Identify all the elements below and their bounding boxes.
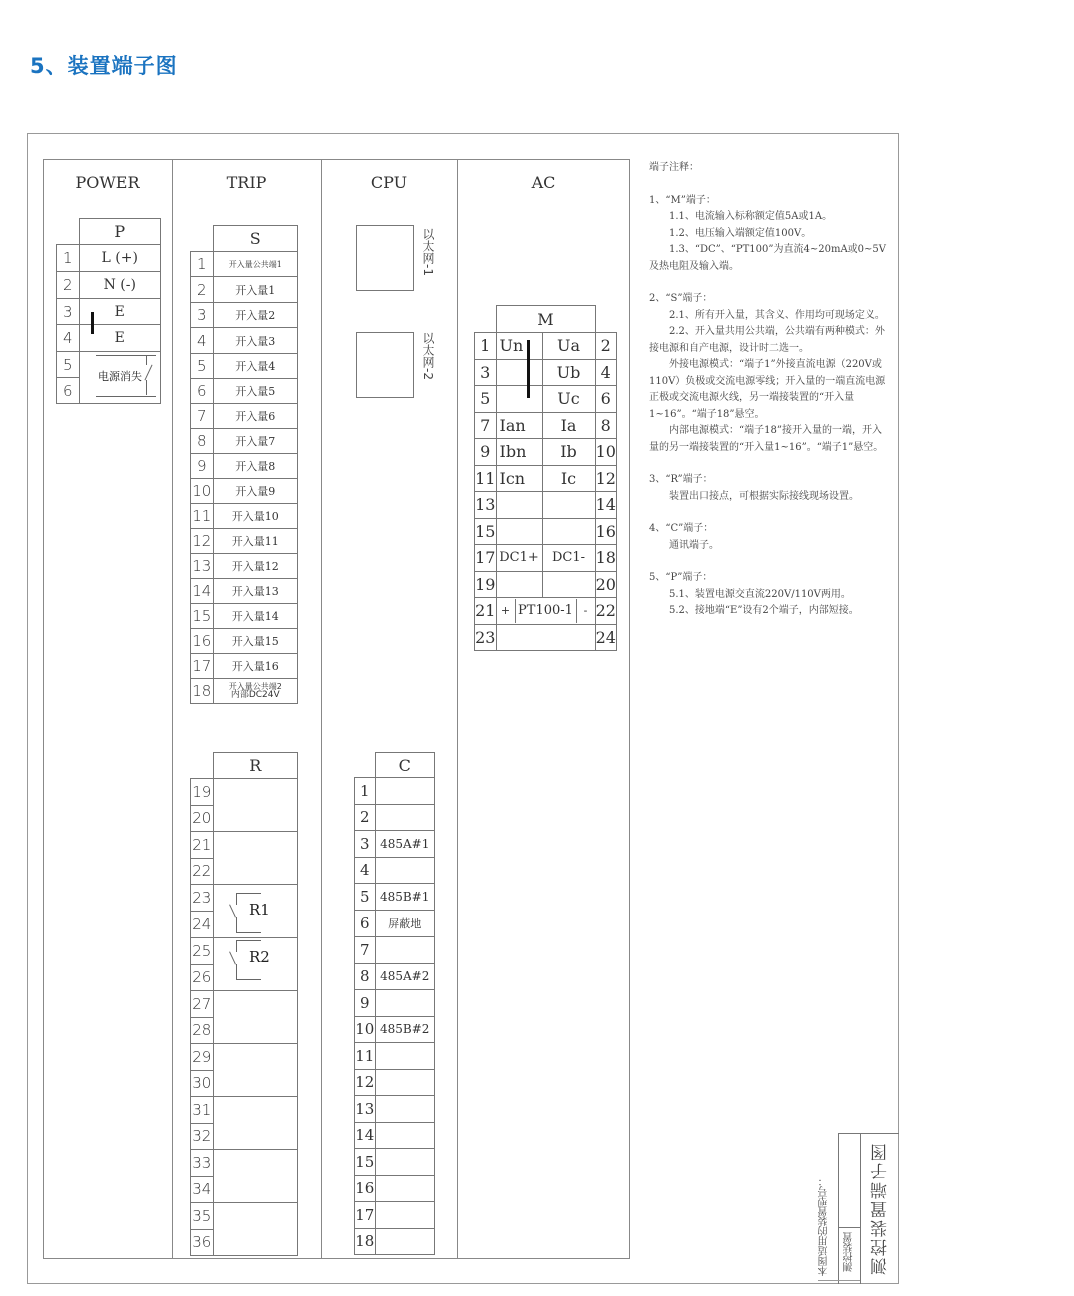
terminal-number: 18: [191, 679, 214, 704]
block-header: S: [213, 226, 298, 252]
terminal-label: Un: [496, 333, 542, 360]
terminal-label: [375, 1043, 435, 1070]
column-divider: [321, 159, 322, 1259]
title-block-baseline: [818, 1280, 860, 1281]
terminal-label: 开入量2: [213, 303, 298, 328]
terminal-number: 10: [595, 439, 617, 466]
terminal-label: Ic: [542, 465, 595, 492]
terminal-number: 9: [355, 990, 376, 1017]
terminal-number: 10: [355, 1016, 376, 1043]
contact-line-icon: [146, 380, 147, 395]
terminal-label: [375, 1228, 435, 1255]
terminal-label: [375, 778, 435, 805]
terminal-number: 3: [475, 359, 497, 386]
note-item: 5.1、装置电源交直流220V/110V两用。: [669, 588, 851, 600]
note-item: 1.2、电压输入端额定值100V。: [669, 227, 812, 239]
column-header-ac: AC: [531, 173, 556, 192]
terminal-number: 24: [191, 911, 214, 938]
terminal-number: 1: [191, 252, 214, 277]
terminal-label: [542, 571, 595, 598]
block-header: M: [496, 306, 595, 333]
terminal-notes: [649, 160, 889, 620]
terminal-label: [375, 990, 435, 1017]
terminal-number: 13: [355, 1096, 376, 1123]
terminal-number: 12: [191, 529, 214, 554]
terminal-number: 15: [355, 1149, 376, 1176]
terminal-number: 22: [595, 598, 617, 625]
terminal-number: 29: [191, 1044, 214, 1071]
device-name: 测控装置: [844, 1232, 855, 1272]
terminal-label: [496, 571, 542, 598]
terminal-label: [496, 624, 595, 651]
terminal-number: 5: [57, 352, 80, 378]
terminal-number: 22: [191, 858, 214, 885]
terminal-number: 2: [355, 804, 376, 831]
terminal-number: 16: [595, 518, 617, 545]
terminal-number: 10: [191, 479, 214, 504]
terminal-number: 32: [191, 1123, 214, 1150]
terminal-label: [375, 937, 435, 964]
terminal-label: E: [79, 299, 161, 325]
terminal-number: 9: [191, 454, 214, 479]
note-heading: 1、“M”端子：: [649, 194, 716, 206]
note-item: 5.2、接地端“E”设有2个端子，内部短接。: [669, 605, 859, 616]
power-loss-label: 电源消失: [98, 370, 142, 383]
terminal-number: 11: [191, 504, 214, 529]
ethernet-port-2-label: 以太网-2: [421, 332, 435, 380]
terminal-number: 34: [191, 1176, 214, 1203]
terminal-label: [375, 1202, 435, 1229]
terminal-number: 6: [355, 910, 376, 937]
terminal-number: 20: [595, 571, 617, 598]
terminal-number: 18: [355, 1228, 376, 1255]
block-header: C: [375, 753, 435, 778]
terminal-number: 13: [191, 554, 214, 579]
terminal-number: 19: [191, 779, 214, 806]
terminal-label: 485B#1: [375, 884, 435, 911]
terminal-number: 14: [191, 579, 214, 604]
terminal-number: 2: [191, 277, 214, 303]
terminal-number: 6: [57, 378, 80, 404]
terminal-number: 8: [355, 963, 376, 990]
terminal-number: 33: [191, 1150, 214, 1177]
page-title: 5、装置端子图: [30, 54, 178, 78]
terminal-number: 5: [191, 354, 214, 379]
pt100-label: PT100-1: [518, 603, 573, 619]
terminal-number: 4: [595, 359, 617, 386]
terminal-number: 2: [595, 333, 617, 360]
terminal-block-m: [474, 305, 617, 651]
note-item: 装置出口接点，可根据实际接线现场设置。: [669, 490, 859, 502]
terminal-number: 9: [475, 439, 497, 466]
terminal-number: 8: [191, 429, 214, 454]
terminal-label: [375, 1149, 435, 1176]
terminal-label: 485B#2: [375, 1016, 435, 1043]
ethernet-port-2: [356, 332, 414, 398]
terminal-label: [375, 1175, 435, 1202]
note-item: 2.1、所有开入量，其含义、作用均可现场定义。: [669, 309, 885, 321]
terminal-block-c: [354, 752, 435, 1255]
title-block-divider: [838, 1227, 860, 1228]
terminal-number: 13: [475, 492, 497, 519]
terminal-number: 31: [191, 1097, 214, 1124]
terminal-label: [542, 492, 595, 519]
terminal-number: 27: [191, 991, 214, 1018]
terminal-number: 16: [355, 1175, 376, 1202]
terminal-number: 21: [475, 598, 497, 625]
terminal-label: [375, 804, 435, 831]
terminal-block-s: [190, 225, 298, 704]
note-item: 通讯端子。: [669, 539, 719, 551]
terminal-block-r: [190, 752, 298, 1256]
terminal-label-line: 开入量公共端2: [228, 682, 282, 691]
note-item: 2.2、开入量共用公共端，公共端有两种模式：外接电源和自产电源，设计时二选一。: [649, 326, 885, 354]
terminal-label: 485A#2: [375, 963, 435, 990]
ethernet-port-1: [356, 225, 414, 291]
note-item: 1.3、“DC”、“PT100”为直流4~20mA或0~5V及热电阻及输入端。: [649, 244, 887, 272]
terminal-cell: [213, 991, 298, 1044]
terminal-cell: [213, 779, 298, 832]
note-heading: 5、“P”端子：: [649, 572, 713, 583]
terminal-number: 15: [191, 604, 214, 629]
terminal-number: 17: [475, 545, 497, 572]
terminal-label: N (-): [79, 272, 161, 299]
terminal-number: 5: [355, 884, 376, 911]
terminal-label: 开入量10: [213, 504, 298, 529]
terminal-number: 4: [191, 328, 214, 354]
terminal-label: DC1-: [542, 545, 595, 572]
note-heading: 2、“S”端子：: [649, 293, 713, 304]
terminal-number: 1: [57, 245, 80, 272]
terminal-label: 开入量15: [213, 629, 298, 654]
terminal-number: 1: [355, 778, 376, 805]
terminal-number: 3: [191, 303, 214, 328]
terminal-number: 20: [191, 805, 214, 832]
terminal-number: 6: [191, 379, 214, 404]
terminal-label: 屏蔽地: [375, 910, 435, 937]
terminal-label: [496, 359, 542, 386]
terminal-number: 2: [57, 272, 80, 299]
column-header-cpu: CPU: [370, 173, 408, 192]
terminal-number: 21: [191, 832, 214, 859]
terminal-label: [213, 679, 298, 704]
terminal-number: 18: [595, 545, 617, 572]
terminal-cell: [213, 1097, 298, 1150]
terminal-number: 24: [595, 624, 617, 651]
terminal-label: [375, 1096, 435, 1123]
notes-title: 端子注释：: [649, 162, 699, 173]
column-header-trip: TRIP: [226, 173, 267, 192]
terminal-number: 14: [355, 1122, 376, 1149]
terminal-number: 11: [355, 1043, 376, 1070]
terminal-label: Uc: [542, 386, 595, 413]
terminal-number: 26: [191, 964, 214, 991]
terminal-label: 开入量12: [213, 554, 298, 579]
terminal-number: 7: [191, 404, 214, 429]
terminal-label: Ibn: [496, 439, 542, 466]
terminal-number: 35: [191, 1203, 214, 1230]
terminal-label: 开入量1: [213, 277, 298, 303]
terminal-label: [375, 857, 435, 884]
terminal-label: [496, 386, 542, 413]
terminal-label: 开入量13: [213, 579, 298, 604]
terminal-cell: [213, 832, 298, 885]
terminal-label: [542, 518, 595, 545]
terminal-label: 开入量8: [213, 454, 298, 479]
terminal-label: [375, 1069, 435, 1096]
terminal-number: 4: [57, 325, 80, 352]
terminal-label: Ib: [542, 439, 595, 466]
contact-line-icon: [146, 355, 147, 365]
note-heading: 4、“C”端子：: [649, 523, 714, 534]
terminal-number: 17: [191, 654, 214, 679]
terminal-number: 23: [475, 624, 497, 651]
terminal-label: 开入量9: [213, 479, 298, 504]
terminal-label: Ian: [496, 412, 542, 439]
neutral-short-bar-icon: [527, 340, 530, 398]
terminal-label: 开入量7: [213, 429, 298, 454]
pt100-minus: -: [576, 599, 595, 623]
terminal-number: 3: [57, 299, 80, 325]
terminal-label: Icn: [496, 465, 542, 492]
terminal-label: 开入量14: [213, 604, 298, 629]
terminal-label: Ia: [542, 412, 595, 439]
terminal-label: 开入量11: [213, 529, 298, 554]
terminal-label: Ub: [542, 359, 595, 386]
terminal-number: 1: [475, 333, 497, 360]
terminal-label: E: [79, 325, 161, 352]
note-item: 1.1、电流输入标称额定值5A或1A。: [669, 211, 833, 222]
title-block-divider: [860, 1133, 861, 1284]
column-header-power: POWER: [75, 173, 140, 192]
terminal-label: DC1+: [496, 545, 542, 572]
terminal-number: 6: [595, 386, 617, 413]
terminal-cell: [213, 1150, 298, 1203]
terminal-label: Ua: [542, 333, 595, 360]
terminal-number: 16: [191, 629, 214, 654]
terminal-label: L (+): [79, 245, 161, 272]
relay-r1-label: R1: [249, 901, 270, 919]
column-divider: [457, 159, 458, 1259]
terminal-number: 5: [475, 386, 497, 413]
note-item: 内部电源模式：“端子18”接开入量的一端，开入量的另一端接装置的“开入量1~16”。“端子1”悬空。: [649, 425, 884, 453]
terminal-label: 开入量4: [213, 354, 298, 379]
terminal-number: 3: [355, 831, 376, 858]
terminal-label: [375, 1122, 435, 1149]
terminal-label: 开入量3: [213, 328, 298, 354]
terminal-number: 15: [475, 518, 497, 545]
terminal-cell: [213, 1044, 298, 1097]
pt100-plus: +: [497, 599, 516, 623]
terminal-number: 12: [355, 1069, 376, 1096]
relay-r2-label: R2: [249, 948, 270, 966]
terminal-number: 30: [191, 1070, 214, 1097]
drawing-title: 测控装置端子图: [871, 1142, 891, 1275]
terminal-number: 4: [355, 857, 376, 884]
terminal-number: 28: [191, 1017, 214, 1044]
terminal-cell: [213, 1203, 298, 1256]
terminal-number: 7: [475, 412, 497, 439]
column-divider: [172, 159, 173, 1259]
terminal-label: [496, 518, 542, 545]
ground-short-bar-icon: [91, 312, 94, 334]
terminal-number: 14: [595, 492, 617, 519]
terminal-number: 17: [355, 1202, 376, 1229]
terminal-number: 11: [475, 465, 497, 492]
pt100-cell: [496, 598, 595, 625]
terminal-number: 8: [595, 412, 617, 439]
terminal-number: 12: [595, 465, 617, 492]
terminal-label: 开入量6: [213, 404, 298, 429]
terminal-number: 23: [191, 885, 214, 912]
note-item: 外接电源模式：“端子1”外接直流电源（220V或110V）负极或交流电源零线；开入量的一端直流电源正极或交流电源火线，另一端接装置的“开入量1~16”。“端子18”悬空。: [649, 359, 886, 420]
terminal-label-line: 内部DC24V: [230, 690, 280, 700]
note-heading: 3、“R”端子：: [649, 474, 713, 485]
terminal-number: 7: [355, 937, 376, 964]
block-header: P: [79, 219, 161, 245]
block-header: R: [213, 753, 298, 779]
terminal-number: 25: [191, 938, 214, 965]
terminal-number: 36: [191, 1229, 214, 1256]
ethernet-port-1-label: 以太网-1: [421, 228, 435, 276]
terminal-label: 开入量公共端1: [213, 252, 298, 277]
terminal-label: 485A#1: [375, 831, 435, 858]
terminal-label: 开入量5: [213, 379, 298, 404]
terminal-label: [496, 492, 542, 519]
applicable-model-label: 本图适用的装置型号：: [819, 1176, 830, 1276]
terminal-number: 19: [475, 571, 497, 598]
terminal-label: 开入量16: [213, 654, 298, 679]
